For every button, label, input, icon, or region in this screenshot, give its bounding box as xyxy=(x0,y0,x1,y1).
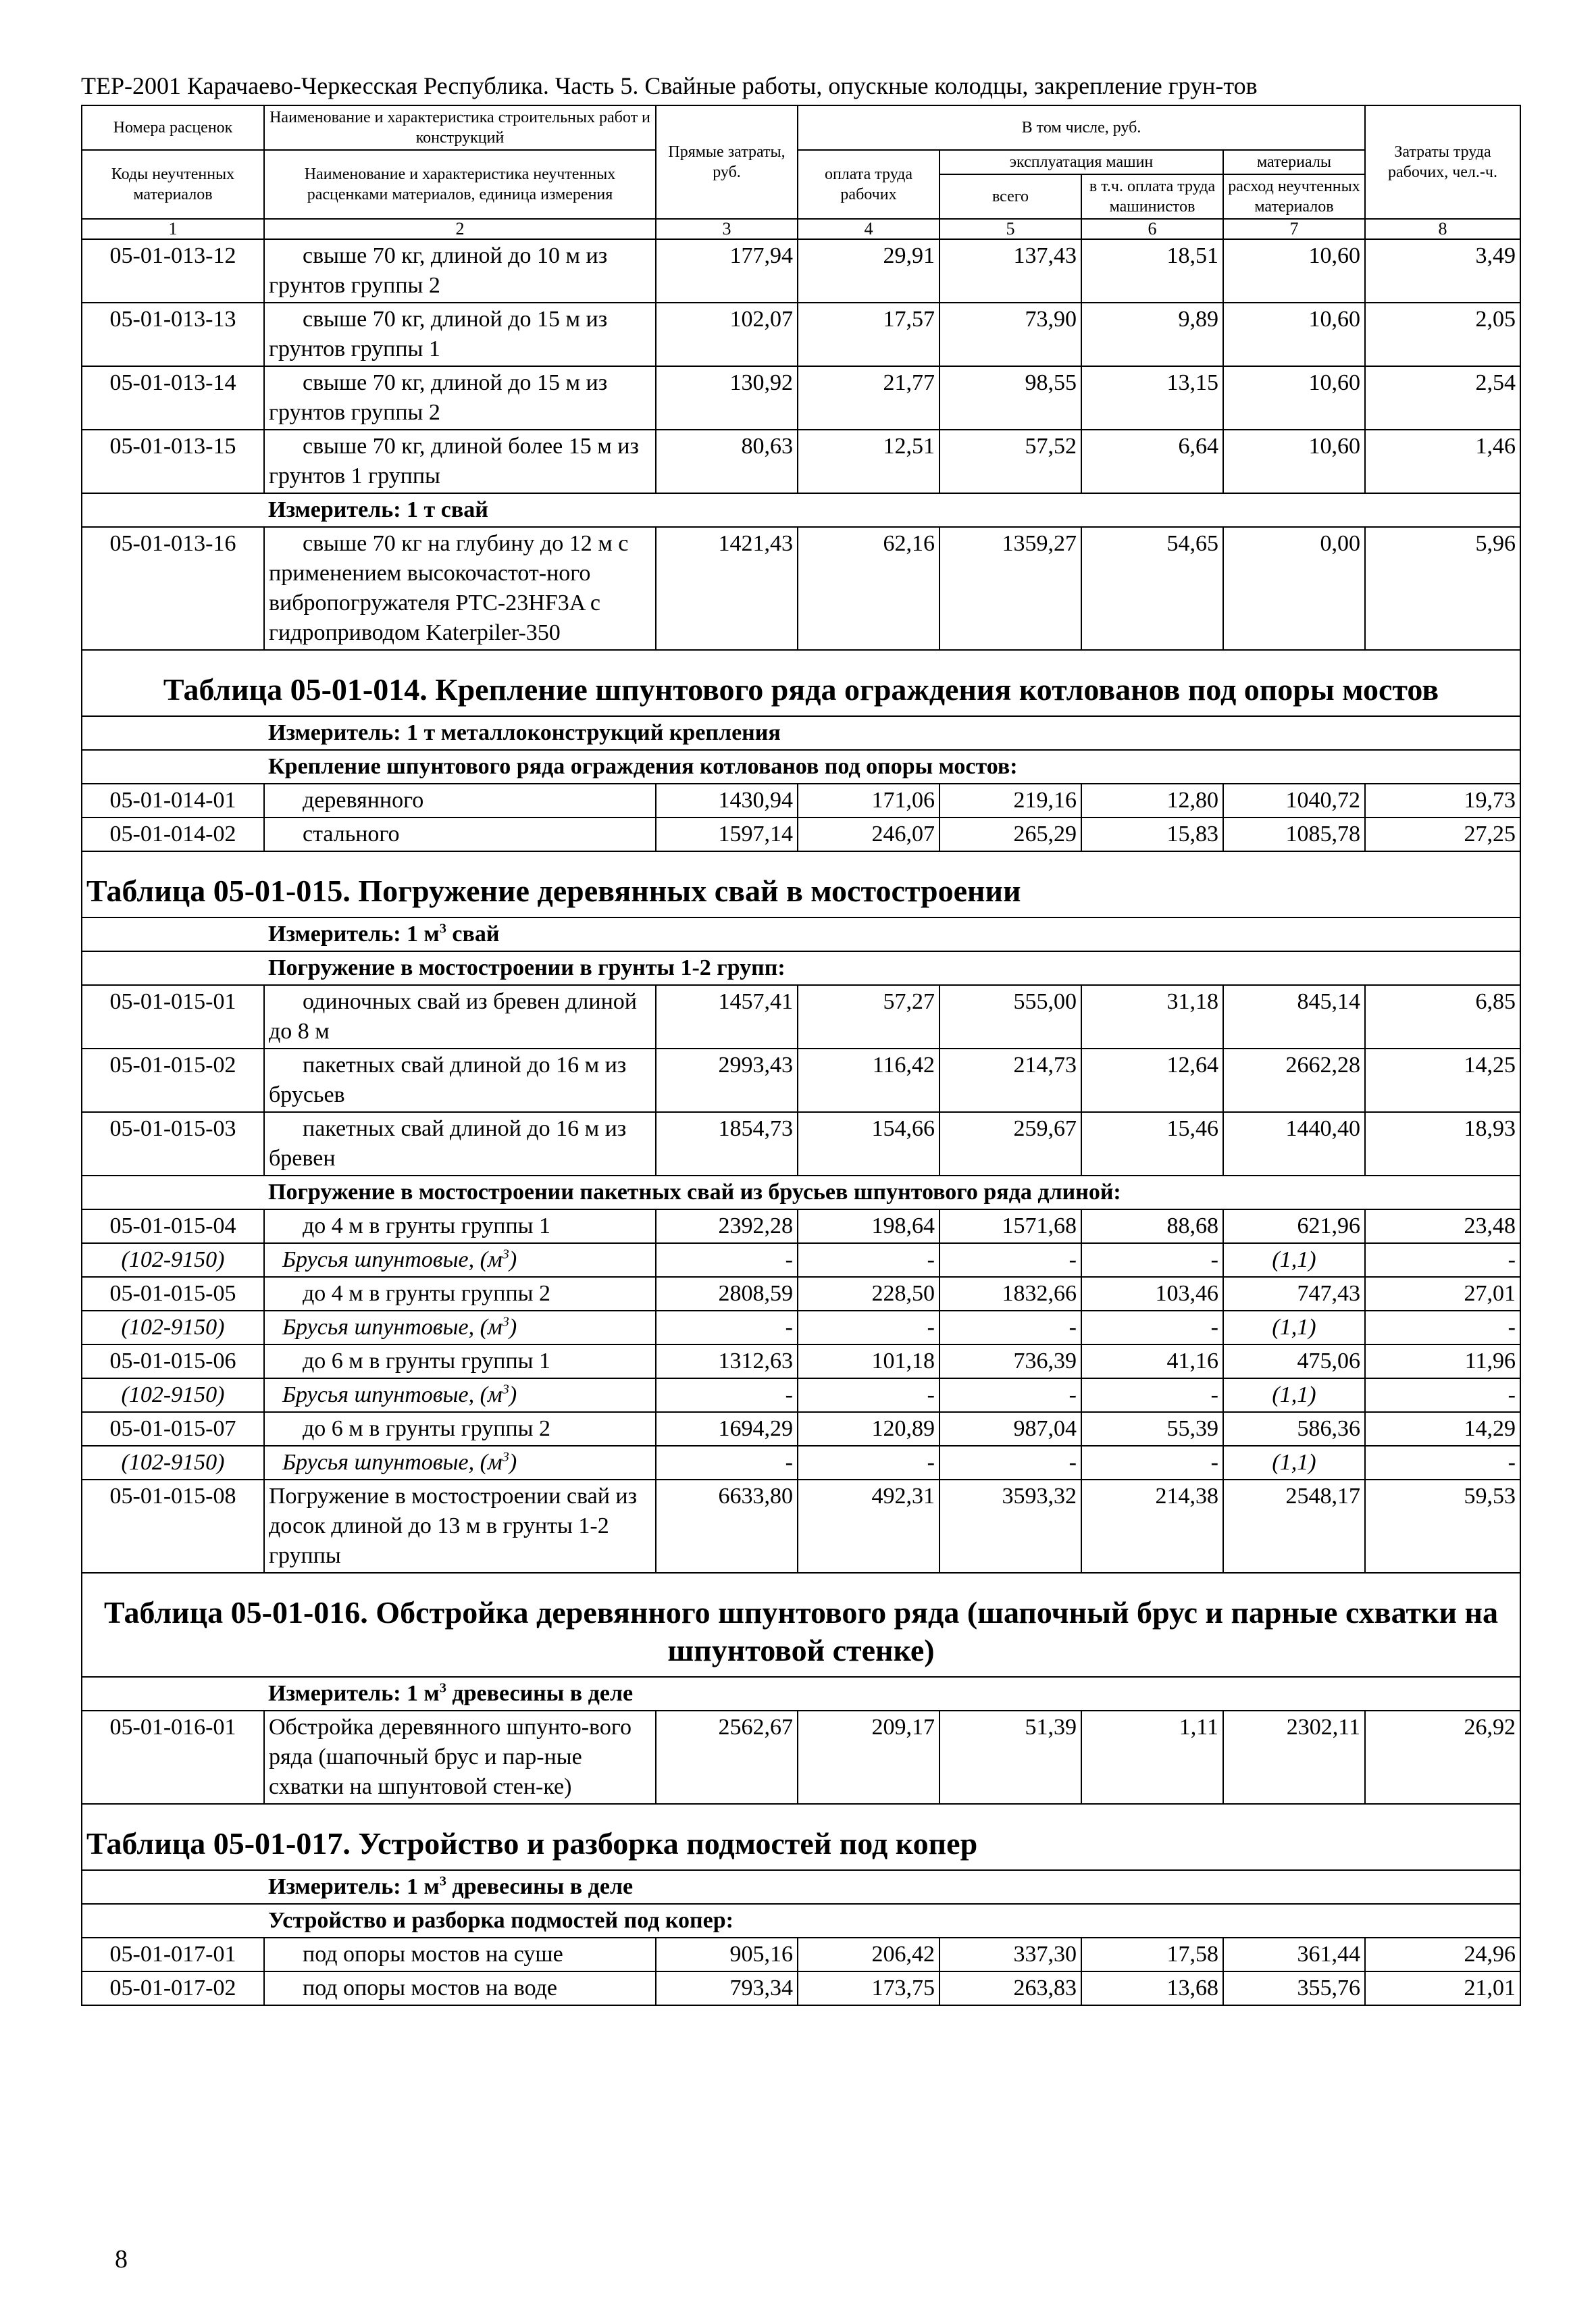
work-name: свыше 70 кг, длиной до 10 м из грунтов группы 2 xyxy=(264,239,656,303)
value-cell: 55,39 xyxy=(1081,1412,1223,1446)
measure-017: Измеритель: 1 $м^3$ древесины в деле xyxy=(264,1870,1520,1904)
dash-cell: - xyxy=(939,1378,1081,1412)
value-cell: 14,25 xyxy=(1365,1049,1520,1112)
table-row xyxy=(82,303,1520,366)
value-cell: 102,07 xyxy=(656,303,798,366)
value-cell: 130,92 xyxy=(656,366,798,430)
work-name: свыше 70 кг на глубину до 12 м с применением высокочастот-ного вибропогружателя PTC-23HF3A с гидроприводом Katerpiler-350 xyxy=(264,527,656,650)
value-cell: 1085,78 xyxy=(1223,818,1365,851)
value-cell: 154,66 xyxy=(798,1112,939,1176)
value-cell: 209,17 xyxy=(798,1711,939,1804)
value-cell: 1421,43 xyxy=(656,527,798,650)
work-name: пакетных свай длиной до 16 м из брусьев xyxy=(264,1049,656,1112)
work-name: пакетных свай длиной до 16 м из бревен xyxy=(264,1112,656,1176)
value-cell: 2302,11 xyxy=(1223,1711,1365,1804)
rows-014 xyxy=(82,784,1520,851)
dash-cell: - xyxy=(1365,1311,1520,1344)
value-cell: 206,42 xyxy=(798,1938,939,1971)
dash-cell: - xyxy=(939,1311,1081,1344)
value-cell: 475,06 xyxy=(1223,1344,1365,1378)
value-cell: 214,73 xyxy=(939,1049,1081,1112)
value-cell: 2548,17 xyxy=(1223,1480,1365,1573)
dash-cell: - xyxy=(1365,1243,1520,1277)
col-wages: оплата труда рабочих xyxy=(798,150,939,219)
value-cell: 73,90 xyxy=(939,303,1081,366)
value-cell: 10,60 xyxy=(1223,366,1365,430)
measure-016: Измеритель: 1 $м^3$ древесины в деле xyxy=(264,1677,1520,1711)
value-cell: 1040,72 xyxy=(1223,784,1365,818)
value-cell: 214,38 xyxy=(1081,1480,1223,1573)
value-cell: 62,16 xyxy=(798,527,939,650)
value-cell: 2808,59 xyxy=(656,1277,798,1311)
dash-cell: - xyxy=(656,1311,798,1344)
value-cell: 1,11 xyxy=(1081,1711,1223,1804)
table-row xyxy=(82,239,1520,303)
value-cell: 103,46 xyxy=(1081,1277,1223,1311)
dash-cell: - xyxy=(798,1446,939,1480)
table-row xyxy=(82,818,1520,851)
col-including: В том числе, руб. xyxy=(798,105,1365,150)
table-row xyxy=(82,1277,1520,1311)
dash-cell: - xyxy=(1081,1378,1223,1412)
value-cell: 5,96 xyxy=(1365,527,1520,650)
value-cell: 120,89 xyxy=(798,1412,939,1446)
table-row xyxy=(82,1480,1520,1573)
dash-cell: - xyxy=(798,1378,939,1412)
page-header: ТЕР-2001 Карачаево-Черкесская Республика. Часть 5. Свайные работы, опускные колодцы, закрепление грун-тов xyxy=(81,72,1258,99)
value-cell: 1312,63 xyxy=(656,1344,798,1378)
value-cell: 198,64 xyxy=(798,1209,939,1243)
value-cell: 98,55 xyxy=(939,366,1081,430)
dash-cell: - xyxy=(798,1243,939,1277)
work-name: свыше 70 кг, длиной до 15 м из грунтов группы 2 xyxy=(264,366,656,430)
rate-code: 05-01-015-01 xyxy=(82,985,264,1049)
value-cell: 259,67 xyxy=(939,1112,1081,1176)
work-name: под опоры мостов на суше xyxy=(264,1938,656,1971)
value-cell: 13,15 xyxy=(1081,366,1223,430)
material-row xyxy=(82,1378,1520,1412)
table-015-title: Таблица 05-01-015. Погружение деревянных свай в мостостроении xyxy=(82,851,1520,917)
dash-cell: - xyxy=(939,1446,1081,1480)
material-row xyxy=(82,1243,1520,1277)
value-cell: 27,01 xyxy=(1365,1277,1520,1311)
value-cell: 2392,28 xyxy=(656,1209,798,1243)
value-cell: 747,43 xyxy=(1223,1277,1365,1311)
col-code-bottom: Коды неучтенных материалов xyxy=(82,150,264,219)
col-name-bottom: Наименование и характеристика неучтенных расценками материалов, единица измерения xyxy=(264,150,656,219)
material-code: (102-9150) xyxy=(82,1378,264,1412)
rate-code: 05-01-013-15 xyxy=(82,430,264,493)
rows-015-a xyxy=(82,985,1520,1176)
rate-code: 05-01-017-01 xyxy=(82,1938,264,1971)
rates-table xyxy=(81,105,1521,2006)
value-cell: 1597,14 xyxy=(656,818,798,851)
table-016-title: Таблица 05-01-016. Обстройка деревянного шпунтового ряда (шапочный брус и парные схватки на шпунтовой стенке) xyxy=(82,1573,1520,1677)
value-cell: 228,50 xyxy=(798,1277,939,1311)
dash-cell: - xyxy=(1081,1446,1223,1480)
value-cell: 6,64 xyxy=(1081,430,1223,493)
table-017-title: Таблица 05-01-017. Устройство и разборка подмостей под копер xyxy=(82,1804,1520,1870)
row-016-01 xyxy=(82,1711,1520,1804)
value-cell: 21,01 xyxy=(1365,1971,1520,2005)
rate-code: 05-01-013-13 xyxy=(82,303,264,366)
rate-code: 05-01-014-01 xyxy=(82,784,264,818)
value-cell: 0,00 xyxy=(1223,527,1365,650)
rate-code: 05-01-015-04 xyxy=(82,1209,264,1243)
value-cell: 555,00 xyxy=(939,985,1081,1049)
value-cell: 59,53 xyxy=(1365,1480,1520,1573)
table-row xyxy=(82,1938,1520,1971)
value-cell: 15,46 xyxy=(1081,1112,1223,1176)
dash-cell: - xyxy=(656,1446,798,1480)
material-name: Брусья шпунтовые, $(м^3)$ xyxy=(264,1311,656,1344)
dash-cell: - xyxy=(1081,1311,1223,1344)
material-row xyxy=(82,1446,1520,1480)
value-cell: 337,30 xyxy=(939,1938,1081,1971)
value-cell: 621,96 xyxy=(1223,1209,1365,1243)
material-qty: (1,1) xyxy=(1223,1378,1365,1412)
value-cell: 361,44 xyxy=(1223,1938,1365,1971)
dash-cell: - xyxy=(656,1378,798,1412)
value-cell: 31,18 xyxy=(1081,985,1223,1049)
rate-code: 05-01-013-12 xyxy=(82,239,264,303)
value-cell: 6,85 xyxy=(1365,985,1520,1049)
table-row xyxy=(82,430,1520,493)
value-cell: 10,60 xyxy=(1223,430,1365,493)
rate-code: 05-01-015-08 xyxy=(82,1480,264,1573)
value-cell: 15,83 xyxy=(1081,818,1223,851)
table-row xyxy=(82,1971,1520,2005)
work-name: до 4 м в грунты группы 1 xyxy=(264,1209,656,1243)
value-cell: 1694,29 xyxy=(656,1412,798,1446)
column-numbers-row: 1 2 3 4 5 6 7 8 xyxy=(82,219,1520,239)
material-code: (102-9150) xyxy=(82,1311,264,1344)
col-labor: Затраты труда рабочих, чел.-ч. xyxy=(1365,105,1520,219)
dash-cell: - xyxy=(1365,1378,1520,1412)
table-row xyxy=(82,527,1520,650)
value-cell: 3593,32 xyxy=(939,1480,1081,1573)
rate-code: 05-01-015-06 xyxy=(82,1344,264,1378)
material-qty: (1,1) xyxy=(1223,1446,1365,1480)
work-name: до 6 м в грунты группы 1 xyxy=(264,1344,656,1378)
value-cell: 10,60 xyxy=(1223,303,1365,366)
value-cell: 492,31 xyxy=(798,1480,939,1573)
col-mach-wages: в т.ч. оплата труда машинистов xyxy=(1081,174,1223,219)
rate-code: 05-01-016-01 xyxy=(82,1711,264,1804)
value-cell: 54,65 xyxy=(1081,527,1223,650)
value-cell: 171,06 xyxy=(798,784,939,818)
value-cell: 1359,27 xyxy=(939,527,1081,650)
table-row xyxy=(82,784,1520,818)
value-cell: 10,60 xyxy=(1223,239,1365,303)
value-cell: 19,73 xyxy=(1365,784,1520,818)
value-cell: 246,07 xyxy=(798,818,939,851)
material-name: Брусья шпунтовые, $(м^3)$ xyxy=(264,1446,656,1480)
dash-cell: - xyxy=(656,1243,798,1277)
value-cell: 88,68 xyxy=(1081,1209,1223,1243)
dash-cell: - xyxy=(798,1311,939,1344)
value-cell: 1440,40 xyxy=(1223,1112,1365,1176)
rows-015-b xyxy=(82,1209,1520,1480)
work-name: одиночных свай из бревен длиной до 8 м xyxy=(264,985,656,1049)
material-qty: (1,1) xyxy=(1223,1243,1365,1277)
document-page xyxy=(81,71,1520,2006)
rate-code: 05-01-015-07 xyxy=(82,1412,264,1446)
rows-017 xyxy=(82,1938,1520,2005)
rate-code: 05-01-015-03 xyxy=(82,1112,264,1176)
rate-code: 05-01-013-14 xyxy=(82,366,264,430)
value-cell: 13,68 xyxy=(1081,1971,1223,2005)
value-cell: 11,96 xyxy=(1365,1344,1520,1378)
table-row xyxy=(82,985,1520,1049)
value-cell: 41,16 xyxy=(1081,1344,1223,1378)
value-cell: 18,51 xyxy=(1081,239,1223,303)
table-row xyxy=(82,1112,1520,1176)
value-cell: 12,51 xyxy=(798,430,939,493)
value-cell: 1430,94 xyxy=(656,784,798,818)
value-cell: 17,57 xyxy=(798,303,939,366)
work-name: Обстройка деревянного шпунто-вого ряда (шапочный брус и пар-ные схватки на шпунтовой стен-ке) xyxy=(264,1711,656,1804)
value-cell: 845,14 xyxy=(1223,985,1365,1049)
value-cell: 26,92 xyxy=(1365,1711,1520,1804)
table-row xyxy=(82,1209,1520,1243)
value-cell: 1457,41 xyxy=(656,985,798,1049)
value-cell: 987,04 xyxy=(939,1412,1081,1446)
value-cell: 80,63 xyxy=(656,430,798,493)
work-name: свыше 70 кг, длиной более 15 м из грунтов 1 группы xyxy=(264,430,656,493)
value-cell: 24,96 xyxy=(1365,1938,1520,1971)
material-row xyxy=(82,1311,1520,1344)
group-014: Крепление шпунтового ряда ограждения котлованов под опоры мостов: xyxy=(264,750,1520,784)
value-cell: 265,29 xyxy=(939,818,1081,851)
material-name: Брусья шпунтовые, $(м^3)$ xyxy=(264,1378,656,1412)
value-cell: 57,27 xyxy=(798,985,939,1049)
value-cell: 9,89 xyxy=(1081,303,1223,366)
value-cell: 586,36 xyxy=(1223,1412,1365,1446)
value-cell: 736,39 xyxy=(939,1344,1081,1378)
value-cell: 116,42 xyxy=(798,1049,939,1112)
row-015-08 xyxy=(82,1480,1520,1573)
value-cell: 177,94 xyxy=(656,239,798,303)
value-cell: 17,58 xyxy=(1081,1938,1223,1971)
measure-015: Измеритель: 1 $м^3$ свай xyxy=(264,917,1520,951)
table-row xyxy=(82,366,1520,430)
work-name: Погружение в мостостроении свай из досок длиной до 13 м в грунты 1-2 группы xyxy=(264,1480,656,1573)
work-name: под опоры мостов на воде xyxy=(264,1971,656,2005)
value-cell: 18,93 xyxy=(1365,1112,1520,1176)
page-number: 8 xyxy=(115,2245,128,2273)
value-cell: 219,16 xyxy=(939,784,1081,818)
value-cell: 263,83 xyxy=(939,1971,1081,2005)
value-cell: 51,39 xyxy=(939,1711,1081,1804)
value-cell: 12,80 xyxy=(1081,784,1223,818)
col-code-top: Номера расценок xyxy=(82,105,264,150)
col-mach-total: всего xyxy=(939,174,1081,219)
value-cell: 1571,68 xyxy=(939,1209,1081,1243)
work-name: до 4 м в грунты группы 2 xyxy=(264,1277,656,1311)
col-machines: эксплуатация машин xyxy=(939,150,1223,174)
col-mat-unaccounted: расход неучтенных материалов xyxy=(1223,174,1365,219)
material-code: (102-9150) xyxy=(82,1446,264,1480)
col-materials: материалы xyxy=(1223,150,1365,174)
value-cell: 2562,67 xyxy=(656,1711,798,1804)
work-name: свыше 70 кг, длиной до 15 м из грунтов группы 1 xyxy=(264,303,656,366)
measure-014: Измеритель: 1 т металлоконструкций крепления xyxy=(264,716,1520,750)
col-name-top: Наименование и характеристика строительных работ и конструкций xyxy=(264,105,656,150)
value-cell: 2993,43 xyxy=(656,1049,798,1112)
value-cell: 1,46 xyxy=(1365,430,1520,493)
value-cell: 173,75 xyxy=(798,1971,939,2005)
table-header-row xyxy=(82,105,1520,150)
table-row xyxy=(82,1049,1520,1112)
value-cell: 3,49 xyxy=(1365,239,1520,303)
table-row xyxy=(82,1412,1520,1446)
value-cell: 1854,73 xyxy=(656,1112,798,1176)
material-name: Брусья шпунтовые, $(м^3)$ xyxy=(264,1243,656,1277)
value-cell: 355,76 xyxy=(1223,1971,1365,2005)
value-cell: 29,91 xyxy=(798,239,939,303)
table-row xyxy=(82,1711,1520,1804)
rate-code: 05-01-013-16 xyxy=(82,527,264,650)
col-direct: Прямые затраты, руб. xyxy=(656,105,798,219)
measure-row xyxy=(82,493,1520,527)
rate-code: 05-01-014-02 xyxy=(82,818,264,851)
value-cell: 23,48 xyxy=(1365,1209,1520,1243)
table-row xyxy=(82,1344,1520,1378)
value-cell: 2,54 xyxy=(1365,366,1520,430)
value-cell: 57,52 xyxy=(939,430,1081,493)
work-name: стального xyxy=(264,818,656,851)
work-name: деревянного xyxy=(264,784,656,818)
dash-cell: - xyxy=(1081,1243,1223,1277)
dash-cell: - xyxy=(1365,1446,1520,1480)
rate-code: 05-01-015-05 xyxy=(82,1277,264,1311)
rows-013 xyxy=(82,239,1520,493)
value-cell: 21,77 xyxy=(798,366,939,430)
rate-code: 05-01-017-02 xyxy=(82,1971,264,2005)
material-qty: (1,1) xyxy=(1223,1311,1365,1344)
rate-code: 05-01-015-02 xyxy=(82,1049,264,1112)
value-cell: 14,29 xyxy=(1365,1412,1520,1446)
value-cell: 793,34 xyxy=(656,1971,798,2005)
group-015-1: Погружение в мостостроении в грунты 1-2 групп: xyxy=(264,951,1520,985)
value-cell: 12,64 xyxy=(1081,1049,1223,1112)
value-cell: 137,43 xyxy=(939,239,1081,303)
group-017: Устройство и разборка подмостей под копер: xyxy=(264,1904,1520,1938)
value-cell: 905,16 xyxy=(656,1938,798,1971)
material-code: (102-9150) xyxy=(82,1243,264,1277)
value-cell: 2662,28 xyxy=(1223,1049,1365,1112)
value-cell: 27,25 xyxy=(1365,818,1520,851)
value-cell: 1832,66 xyxy=(939,1277,1081,1311)
value-cell: 6633,80 xyxy=(656,1480,798,1573)
table-014-title: Таблица 05-01-014. Крепление шпунтового ряда ограждения котлованов под опоры мостов xyxy=(82,650,1520,716)
group-015-2: Погружение в мостостроении пакетных свай из брусьев шпунтового ряда длиной: xyxy=(264,1176,1520,1209)
value-cell: 2,05 xyxy=(1365,303,1520,366)
row-013-16 xyxy=(82,527,1520,650)
value-cell: 101,18 xyxy=(798,1344,939,1378)
measure-013: Измеритель: 1 т свай xyxy=(264,493,1520,527)
work-name: до 6 м в грунты группы 2 xyxy=(264,1412,656,1446)
dash-cell: - xyxy=(939,1243,1081,1277)
